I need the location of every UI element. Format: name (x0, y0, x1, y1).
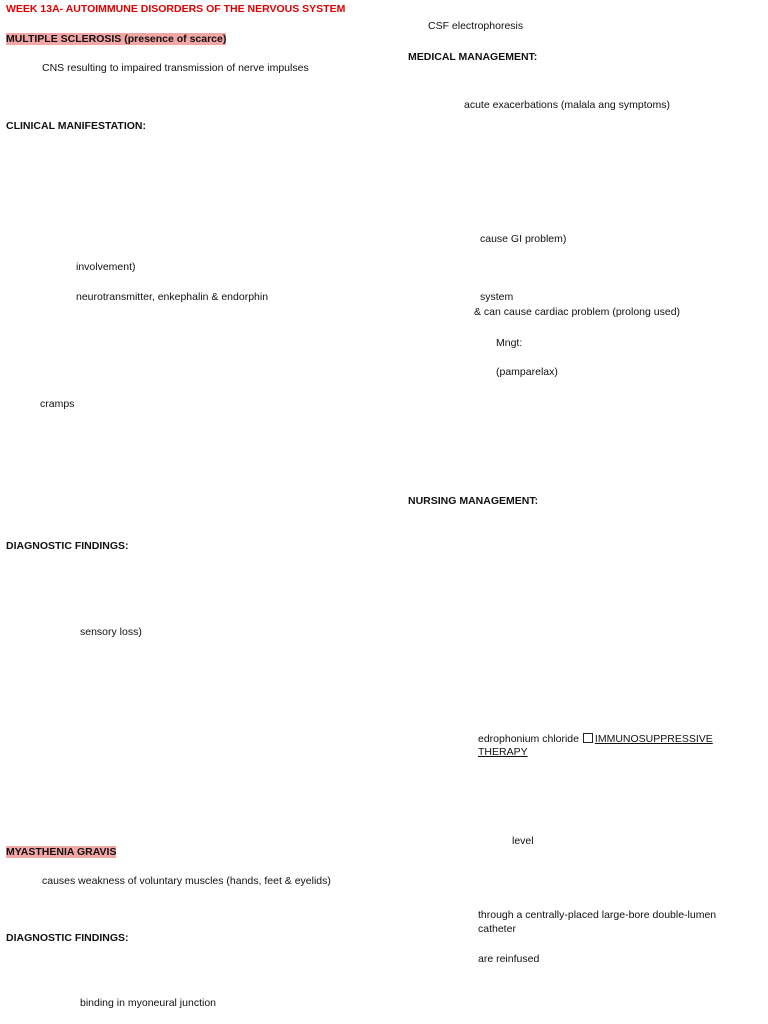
section-heading (408, 51, 762, 64)
highlighted-heading (6, 846, 378, 859)
heading-text: MULTIPLE SCLEROSIS (presence of scarce) (6, 33, 227, 45)
text-line (428, 20, 762, 33)
highlighted-heading (6, 33, 378, 46)
text-line (478, 953, 762, 966)
text-line (42, 875, 378, 888)
line-text: are reinfused (478, 953, 540, 965)
line-text: causes weakness of voluntary muscles (hands, feet & eyelids) (42, 875, 331, 887)
heading-text: CLINICAL MANIFESTATION: (6, 120, 146, 132)
heading-text: NURSING MANAGEMENT: (408, 495, 539, 507)
line-text: (pamparelax) (496, 366, 558, 378)
text-line (478, 909, 762, 922)
line-text: level (512, 835, 534, 847)
line-text: cause GI problem) (480, 233, 567, 245)
line-text: cramps (40, 398, 75, 410)
text-line (40, 398, 378, 411)
line-text: Mngt: (496, 337, 523, 349)
line-text: sensory loss) (80, 626, 142, 638)
line-text: catheter (478, 923, 516, 935)
checkbox-icon (583, 733, 593, 743)
text-line (496, 337, 762, 350)
text-line (478, 923, 762, 936)
heading-text: DIAGNOSTIC FINDINGS: (6, 540, 129, 552)
text-line (478, 746, 762, 759)
text-line (474, 306, 762, 319)
text-line (512, 835, 762, 848)
text-line (76, 261, 378, 274)
line-text: & can cause cardiac problem (prolong used) (474, 306, 681, 318)
text-line (76, 291, 378, 304)
text-line (478, 733, 762, 746)
line-text: CSF electrophoresis (428, 20, 524, 32)
document-title (6, 3, 378, 16)
text-line (42, 62, 378, 75)
line-text: THERAPY (478, 746, 528, 758)
heading-text: DIAGNOSTIC FINDINGS: (6, 932, 129, 944)
section-heading (6, 540, 378, 553)
text-line (480, 233, 762, 246)
line-text: acute exacerbations (malala ang symptoms) (464, 99, 671, 111)
heading-text: WEEK 13A- AUTOIMMUNE DISORDERS OF THE NERVOUS SYSTEM (6, 3, 346, 15)
text-line (480, 291, 762, 304)
text-line (496, 366, 762, 379)
line-text: through a centrally-placed large-bore double-lumen (478, 909, 717, 921)
line-text: edrophonium chloride (478, 733, 582, 745)
line-text: binding in myoneural junction (80, 997, 217, 1009)
section-heading (6, 120, 378, 133)
text-line (464, 99, 762, 112)
heading-text: MYASTHENIA GRAVIS (6, 846, 117, 858)
section-heading (6, 932, 378, 945)
line-text: system (480, 291, 514, 303)
section-heading (408, 495, 762, 508)
line-text: CNS resulting to impaired transmission of nerve impulses (42, 62, 309, 74)
underlined-text: IMMUNOSUPPRESSIVE (594, 733, 713, 745)
text-line (80, 626, 378, 639)
line-text: neurotransmitter, enkephalin & endorphin (76, 291, 269, 303)
heading-text: MEDICAL MANAGEMENT: (408, 51, 538, 63)
line-text: involvement) (76, 261, 136, 273)
text-line (80, 997, 378, 1010)
